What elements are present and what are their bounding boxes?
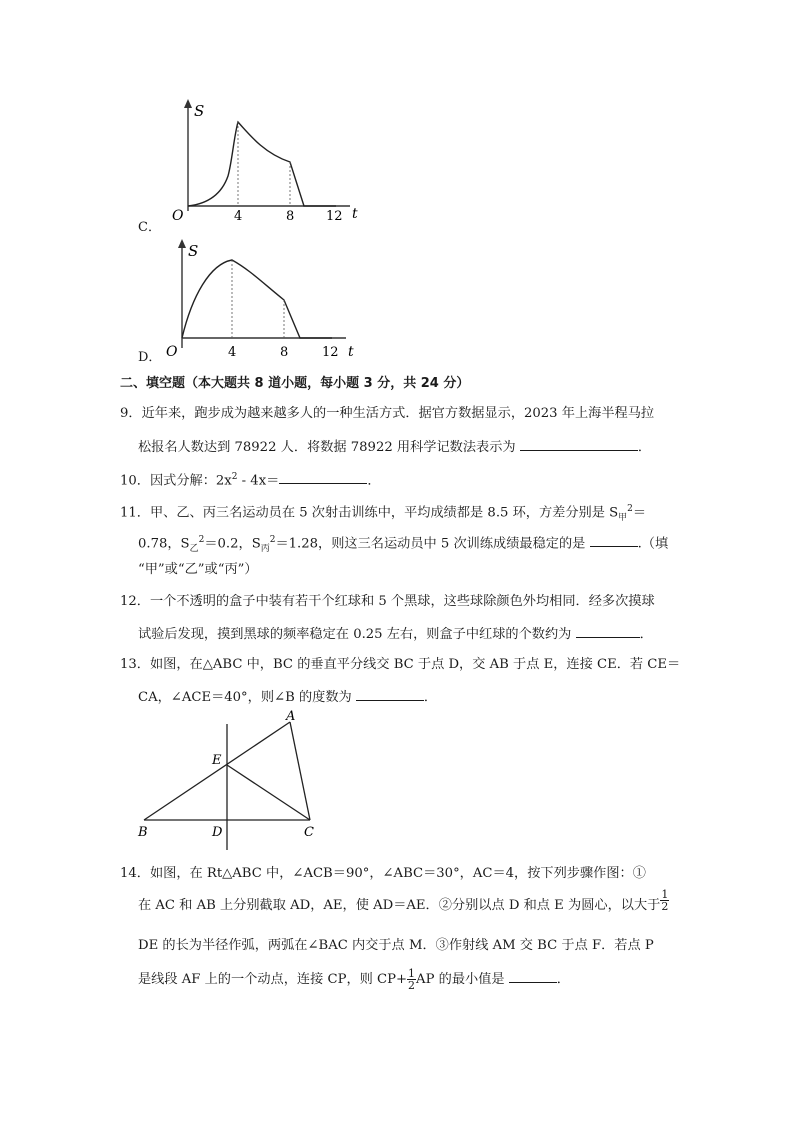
q9-line2 xyxy=(138,436,651,458)
q9-line2-text: 松报名人数达到 78922 人．将数据 78922 用科学记数法表示为 xyxy=(138,440,520,455)
q11-line2-c: ＝1.28，则这三名运动员中 5 次训练成绩最稳定的是 xyxy=(275,536,590,552)
q14-line1: 14．如图，在 Rt△ABC 中，∠ACB＝90°，∠ABC＝30°，AC＝4，按下列步骤作图：① xyxy=(120,866,646,881)
graph-d-curve xyxy=(182,260,332,338)
graph-c xyxy=(166,96,366,226)
graph-d-origin: O xyxy=(166,344,178,360)
q14-frac1-num: 1 xyxy=(661,888,669,901)
q14-line4-b: AP 的最小值是 xyxy=(416,972,509,987)
q13-figure xyxy=(130,704,340,854)
q9-line1: 9．近年来，跑步成为越来越多人的一种生活方式．据官方数据显示，2023 年上海半程马拉 xyxy=(120,406,655,421)
q9-answer-blank[interactable] xyxy=(520,436,638,451)
graph-c-tick-12: 12 xyxy=(326,209,343,224)
graph-d-tick-8: 8 xyxy=(280,345,289,360)
graph-d xyxy=(160,236,370,362)
q14-line4 xyxy=(138,968,570,991)
q11-sub-yi: 乙 xyxy=(189,544,199,555)
q14-answer-blank[interactable] xyxy=(509,968,557,983)
q13-line2-text: CA，∠ACE＝40°，则∠B 的度数为 xyxy=(138,690,356,705)
label-e: E xyxy=(212,753,222,768)
q11-line1-a: 11．甲、乙、丙三名运动员在 5 次射击训练中，平均成绩都是 8.5 环，方差分别是 S xyxy=(120,505,619,521)
q11-sub-jia: 甲 xyxy=(618,513,628,524)
q14-frac1-den: 2 xyxy=(661,900,669,913)
q11-line2-a: 0.78，S xyxy=(138,536,190,552)
section-title: 二、填空题（本大题共 8 道小题，每小题 3 分，共 24 分） xyxy=(120,376,470,391)
q12-end: ． xyxy=(639,627,653,642)
q14-frac2-num: 1 xyxy=(408,967,416,980)
graph-c-curve xyxy=(188,122,336,206)
q11-line1-b: ＝ xyxy=(632,505,647,521)
q11-sup3: 2 xyxy=(269,535,276,545)
segment-ab xyxy=(144,722,290,820)
graph-d-y-label: S xyxy=(188,242,199,260)
graph-d-tick-12: 12 xyxy=(322,345,339,360)
q14-frac2-den: 2 xyxy=(408,979,416,992)
q14-fraction-1 xyxy=(660,889,669,912)
graph-c-x-label: t xyxy=(352,206,358,222)
graph-c-tick-8: 8 xyxy=(286,209,295,224)
q14-fraction-2 xyxy=(407,968,416,991)
label-c: C xyxy=(304,825,314,840)
q14-line2-text: 在 AC 和 AB 上分别截取 AD，AE，使 AD＝AE．②分别以点 D 和点 E 为圆心，以大于 xyxy=(138,898,661,913)
q11-line2 xyxy=(138,530,668,559)
option-c-label: C． xyxy=(138,220,161,235)
q12-line1: 12．一个不透明的盒子中装有若干个红球和 5 个黑球，这些球除颜色外均相同．经多次摸球 xyxy=(120,594,655,609)
option-d-label: D． xyxy=(138,350,162,365)
q11-line2-b: ＝0.2，S xyxy=(204,536,261,552)
label-d: D xyxy=(212,825,223,840)
q12-line2-text: 试验后发现，摸到黑球的频率稳定在 0.25 左右，则盒子中红球的个数约为 xyxy=(138,627,576,642)
q11-sup1: 2 xyxy=(627,504,633,514)
label-b: B xyxy=(138,825,148,840)
q14-line4-a: 是线段 AF 上的一个动点，连接 CP，则 CP+ xyxy=(138,972,408,987)
graph-d-x-label: t xyxy=(348,344,354,360)
q9-end: ． xyxy=(637,440,651,455)
q11-sup2: 2 xyxy=(198,535,205,545)
q10-answer-blank[interactable] xyxy=(279,469,367,484)
q11-answer-blank[interactable] xyxy=(590,532,638,547)
q11-sub-bing: 丙 xyxy=(260,544,270,555)
q10-pre: 10．因式分解：2x xyxy=(120,473,232,489)
q12-answer-blank[interactable] xyxy=(576,623,640,638)
q11-line3: “甲”或“乙”或“丙”） xyxy=(138,562,258,577)
q11-line1 xyxy=(120,499,646,528)
q13-end: ． xyxy=(423,690,438,705)
q14-line3: DE 的长为半径作弧，两弧在∠BAC 内交于点 M．③作射线 AM 交 BC 于点 F．若点 P xyxy=(138,938,654,953)
graph-c-y-label: S xyxy=(194,102,205,120)
graph-c-tick-4: 4 xyxy=(234,209,243,224)
q12-line2 xyxy=(138,623,653,645)
q11-line2-d: .（填 xyxy=(637,536,669,552)
q14-line2 xyxy=(138,888,669,916)
segment-ac xyxy=(290,722,310,820)
q10-mid: - 4x＝ xyxy=(237,473,280,489)
segment-ce xyxy=(227,765,310,820)
q10-sup: 2 xyxy=(231,472,238,482)
graph-c-origin: O xyxy=(172,208,184,224)
q10-line xyxy=(120,467,381,491)
label-a: A xyxy=(286,709,296,724)
q14-end: ． xyxy=(556,972,570,987)
q10-end: ． xyxy=(367,473,381,489)
q13-answer-blank[interactable] xyxy=(356,686,424,701)
q13-line1: 13．如图，在△ABC 中，BC 的垂直平分线交 BC 于点 D，交 AB 于点 E，连接 CE．若 CE＝ xyxy=(120,657,681,672)
graph-d-tick-4: 4 xyxy=(228,345,237,360)
